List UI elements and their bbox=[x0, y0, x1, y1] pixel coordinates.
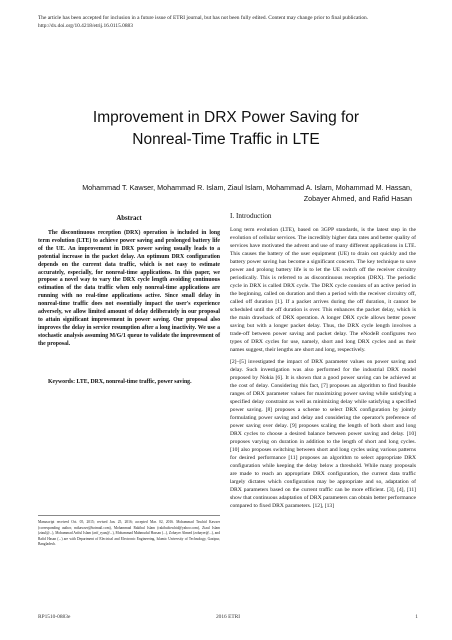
page-footer bbox=[38, 614, 418, 624]
manuscript-id: RP1510-0883e bbox=[38, 614, 71, 620]
notice-line: The article has been accepted for inclusion in a future issue of ETRI journal, but has not been fully edited. Content may change prior to final publication. bbox=[38, 15, 369, 21]
paragraph: Long term evolution (LTE), based on 3GPP standards, is the latest step in the evolution of cellular services. The incredibly higher data rates and better quality of services have motivated the advent and use of many different applications in LTE. This causes the battery of the user equipment (UE) to drain out quickly and the battery power saving has become a significant concern. The key technique to save power and prolong battery life is to let the UE switch off the receiver circuitry periodically. This is referred to as discontinuous reception (DRX). The periodic cycle in DRX is called DRX cycle. The DRX cycle consists of an active period in the beginning, called on duration and then a period with the receiver circuitry off, called off duration [1]. If a packet arrives during the off duration, it cannot be scheduled until the off duration is over. This enhances the packet delay, which is the main drawback of DRX operation. A longer DRX cycle allows better power saving but with a longer packet delay. Thus, the DRX cycle length involves a trade-off between power saving and packet delay. The eNodeB configures two types of DRX cycles for use, namely, short and long DRX cycles and as their names suggest, their lengths are short and long, respectively. bbox=[230, 227, 416, 353]
manuscript-footnote: Manuscript received Oct. 05, 2015; revised Jan. 25, 2016; accepted Mar. 02, 2016. Mohammad Tawhid Kawser (corresponding author, mtkawser@hotmail.com), Mohammad Rakibul Islam (rakibultowhid@yahoo.com), Ziaul Islam (ziaul@...), Mohammad Ariful Islam (arif_ryan@...), Mohammad Mahmudul Hassan (...), Zobayer Ahmed (zobayer@...), and Rafid Hasan (...) are with Department of Electrical and Electronic Engineering, Islamic University of Technology, Gazipur, Bangladesh. bbox=[38, 515, 220, 548]
keywords: Keywords: LTE, DRX, nonreal-time traffic, power saving. bbox=[48, 378, 192, 385]
author-line: Zobayer Ahmed, and Rafid Hasan bbox=[303, 193, 412, 203]
author-line: Mohammad T. Kawser, Mohammad R. Islam, Ziaul Islam, Mohammad A. Islam, Mohammad M. Hassan, bbox=[82, 183, 412, 192]
title-line: Improvement in DRX Power Saving for bbox=[92, 109, 360, 126]
doi-link[interactable]: http://dx.doi.org/10.4218/etrij.16.0115.0883 bbox=[38, 23, 133, 29]
copyright: 2016 ETRI bbox=[215, 614, 241, 620]
abstract-body: The discontinuous reception (DRX) operation is included in long term evolution (LTE) to achieve power saving and prolonged battery life of the UE. An improvement in DRX power saving usually leads to a potential increase in the packet delay. An optimum DRX configuration depends on the current data traffic, which is not easy to estimate accurately, especially, for nonreal-time applications. In this paper, we propose a novel way to vary the DRX cycle length avoiding continuous estimation of the data traffic when only nonreal-time applications are running with no real-time applications active. Since small delay in nonreal-time traffic does not essentially impact the user's experience adversely, we allow limited amount of delay deliberately in our proposal to attain significant improvement in power saving. Our proposal also improves the delay in service resumption after a long inactivity. We use a stochastic analysis assuming M/G/1 queue to validate the improvement of the proposal. bbox=[38, 230, 220, 347]
abstract-heading: Abstract bbox=[116, 215, 142, 222]
paper-title bbox=[40, 107, 412, 151]
title-line: Nonreal-Time Traffic in LTE bbox=[132, 131, 320, 148]
page-number: 1 bbox=[415, 614, 418, 620]
author-list bbox=[40, 183, 412, 204]
publication-notice bbox=[38, 14, 418, 30]
right-column bbox=[230, 212, 416, 514]
section-heading: I. Introduction bbox=[230, 212, 272, 220]
left-column bbox=[38, 212, 220, 385]
paragraph: [2]–[5] investigated the impact of DRX parameter values on power saving and delay. Such investigation was also performed for the industrial DRX model proposed by Nokia [6]. It is shown that a good power saving can be achieved at the cost of delay. Considering this fact, [7] proposes an algorithm to find feasible ranges of DRX parameter values for maximizing power saving while satisfying a specified delay constraint as well as minimizing delay while satisfying a specified power saving. [8] proposes a scheme to select DRX configuration by jointly formulating power saving and delay and considering the operator's preference of power saving over delay. [9] proposes scaling the length of both short and long DRX cycles to choose a desired balance between power saving and delay. [10] proposes varying on duration in addition to the length of short and long cycles. [10] also proposes switching between short and long cycles using various patterns for desired performance [11] proposes an algorithm to select appropriate DRX configuration while keeping the delay below a threshold. While many proposals are made to reach an appropriate DRX configuration, the current data traffic largely dictates which configuration may be appropriate and so, adaptation of DRX parameters based on the current traffic can be more efficient. [3], [4], [11] show that continuous adaptation of DRX parameters can obtain better performance compared to fixed DRX parameters. [12], [13] bbox=[230, 359, 416, 509]
